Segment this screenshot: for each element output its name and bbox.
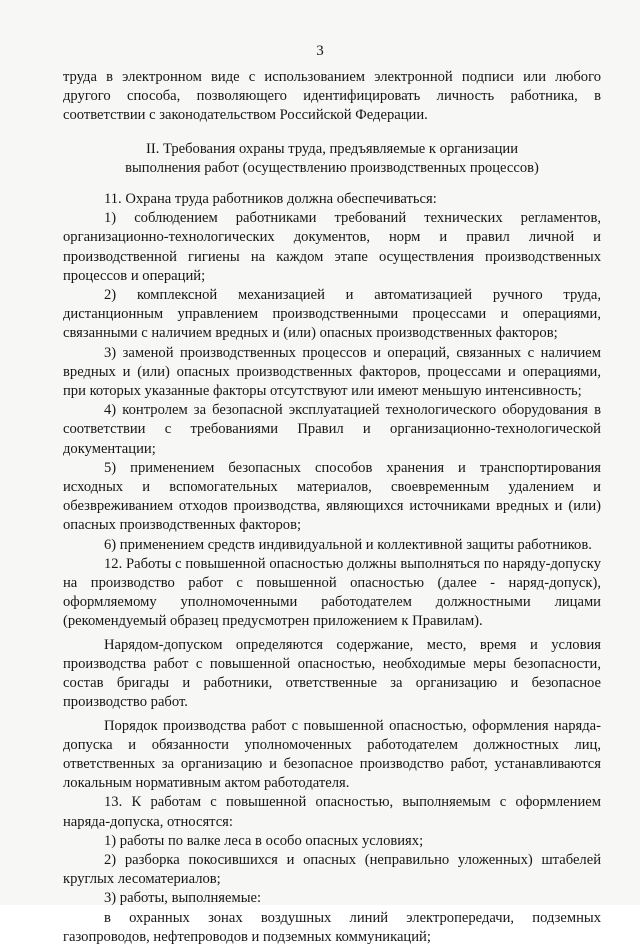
- paragraph-11-item-1: 1) соблюдением работниками требований технических регламентов, организационно-технологических документов, норм и правил личной и производственной гигиены на каждом этапе осуществления производственных процессов и операций;: [63, 210, 601, 284]
- paragraph-11: 11. Охрана труда работников должна обеспечиваться:: [104, 191, 437, 208]
- paragraph-11-item-6: 6) применением средств индивидуальной и коллективной защиты работников.: [104, 536, 592, 553]
- section-heading: [63, 140, 601, 178]
- paragraph-11-item-2: 2) комплексной механизацией и автоматизацией ручного труда, дистанционным управлением производственными процессами и операциями, связанными с наличием вредных и (или) опасных производственных факторов;: [63, 287, 601, 342]
- paragraph-12: 12. Работы с повышенной опасностью должны выполняться по наряду-допуску на производство работ с повышенной опасностью (далее - наряд-допуск), оформляемому уполномоченными работодателем должностными лицами (рекомендуемый образец предусмотрен приложением к Правилам).: [63, 555, 601, 630]
- paragraph-12-work-permit: Нарядом-допуском определяются содержание, место, время и условия производства работ с повышенной опасностью, необходимые меры безопасности, состав бригады и работники, ответственные за организацию и безопасное производство работ.: [63, 636, 601, 711]
- paragraph-12-procedure: Порядок производства работ с повышенной опасностью, оформления наряда-допуска и обязанности уполномоченных работодателем должностных лиц, ответственных за организацию и безопасное производство работ, устанавливаются локальным нормативным актом работодателя.: [63, 717, 601, 792]
- section-heading-line-2: выполнения работ (осуществлению производственных процессов): [125, 159, 539, 176]
- paragraph-11-item-3: 3) заменой производственных процессов и операций, связанных с наличием вредных и (или) опасных производственных факторов, процессами и операциями, при которых указанные факторы отсутствуют или имеют меньшую интенсивность;: [63, 344, 601, 400]
- paragraph-11-item-5: 5) применением безопасных способов хранения и транспортирования исходных и вспомогательных материалов, своевременным удалением и обезвреживанием отходов производства, являющихся источниками вредных и (или) опасных производственных факторов;: [63, 459, 601, 534]
- paragraph-13-item-3: 3) работы, выполняемые:: [104, 890, 262, 907]
- intro-paragraph: труда в электронном виде с использованием электронной подписи или любого другого способа, позволяющего идентифицировать личность работника, в соответствии с законодательством Российской Федерации.: [63, 69, 601, 124]
- section-heading-line-1: II. Требования охраны труда, предъявляемые к организации: [145, 140, 519, 157]
- paragraph-13-item-2: 2) разборка покосившихся и опасных (неправильно уложенных) штабелей круглых лесоматериалов;: [63, 851, 601, 888]
- paragraph-13-item-1: 1) работы по валке леса в особо опасных условиях;: [104, 832, 424, 849]
- page-number: 3: [316, 43, 324, 59]
- paragraph-11-item-4: 4) контролем за безопасной эксплуатацией технологического оборудования в соответствии с требованиями Правил и организационно-технологической документации;: [63, 402, 601, 457]
- document-body: [63, 68, 601, 947]
- paragraph-13-item-3-subitem: в охранных зонах воздушных линий электропередачи, подземных газопроводов, нефтепроводов и подземных коммуникаций;: [63, 909, 601, 945]
- paragraph-13: 13. К работам с повышенной опасностью, выполняемым с оформлением наряда-допуска, относятся:: [63, 794, 601, 830]
